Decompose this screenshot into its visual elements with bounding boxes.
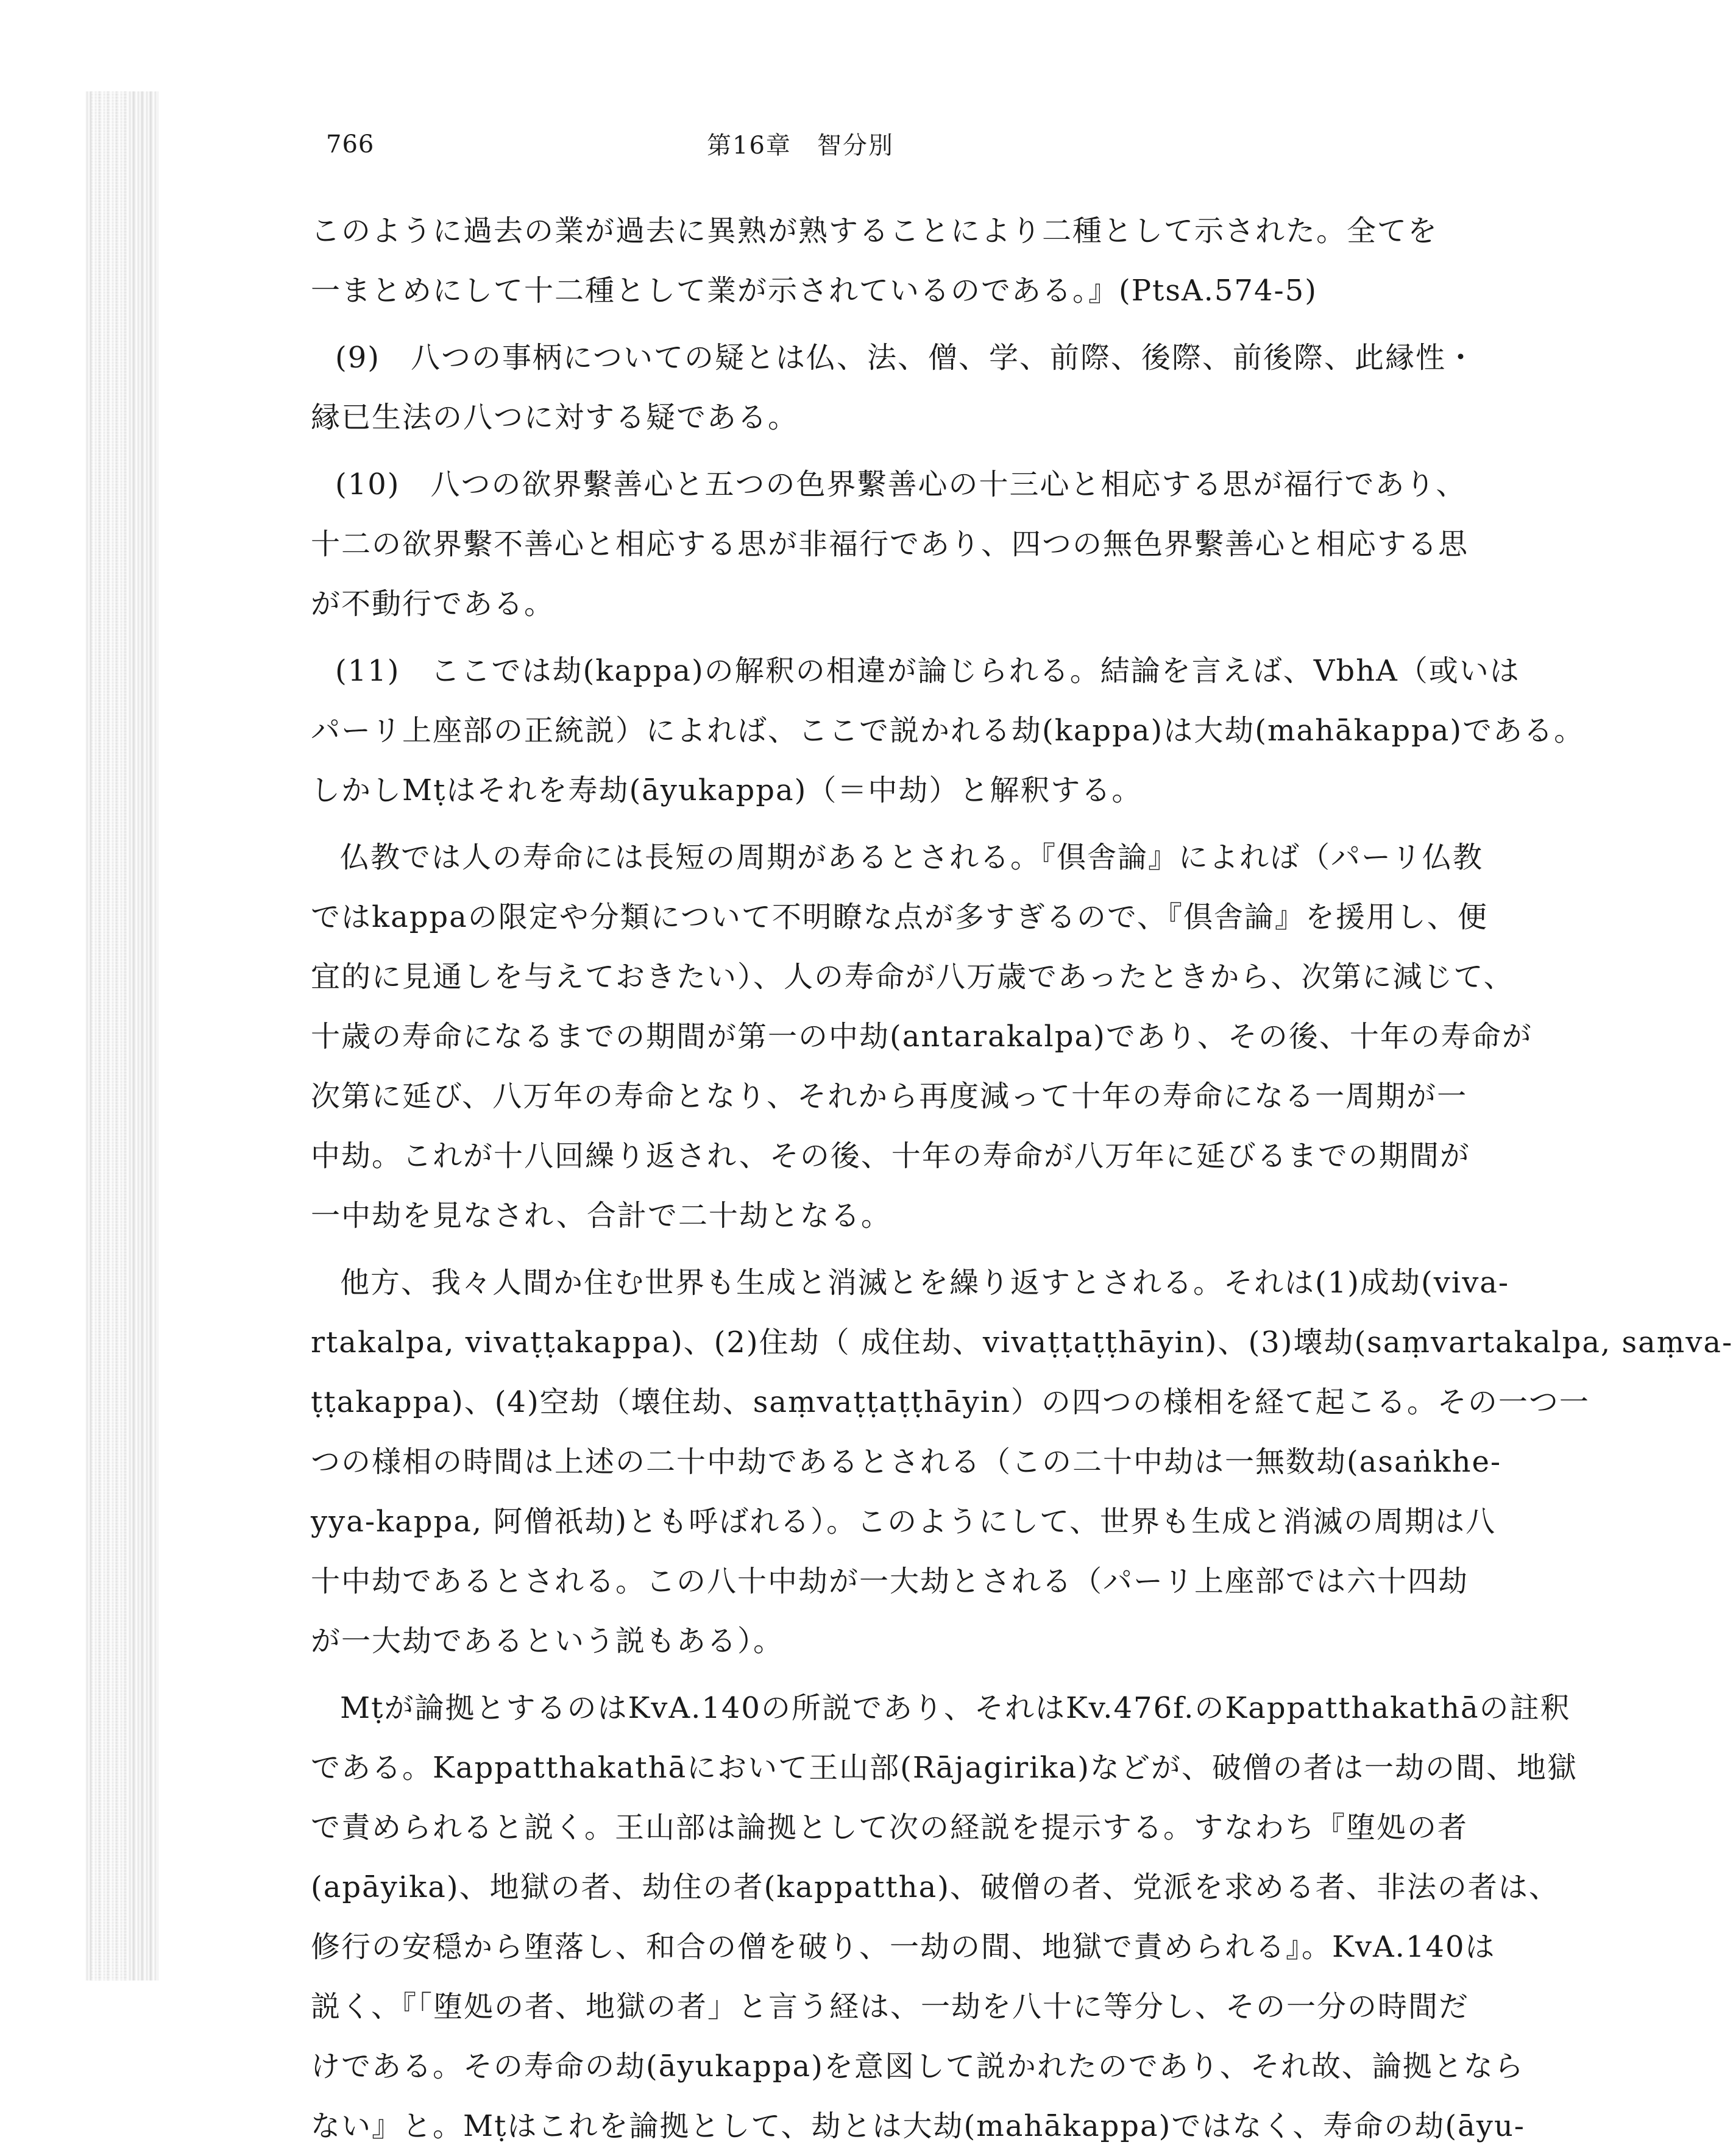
text-line: 縁已生法の八つに対する疑である。 xyxy=(311,400,799,434)
text-line: ない』と。Mṭはこれを論拠として、劫とは大劫(mahākappa)ではなく、寿命の劫(āyu- xyxy=(311,2109,1526,2143)
text-line: つの様相の時間は上述の二十中劫であるとされる（この二十中劫は一無数劫(asaṅkhe- xyxy=(311,1445,1502,1479)
text-line: 一まとめにして十二種として業が示されているのである。』(PtsA.574-5) xyxy=(311,274,1317,308)
text-line: rtakalpa, vivaṭṭakappa)、(2)住劫（ 成住劫、vivaṭṭaṭṭhāyin)、(3)壊劫(saṃvartakalpa, saṃva- xyxy=(311,1325,1733,1360)
text-line: yya-kappa, 阿僧祇劫)とも呼ばれる）。このようにして、世界も生成と消滅の周期は八 xyxy=(311,1505,1497,1539)
text-line: である。Kappatthakathāにおいて王山部(Rājagirika)などが、破僧の者は一劫の間、地獄 xyxy=(311,1751,1578,1785)
text-line: パーリ上座部の正統説）によれば、ここで説かれる劫(kappa)は大劫(mahākappa)である。 xyxy=(311,714,1585,748)
chapter-title: 第16章 智分別 xyxy=(707,132,894,160)
text-line: ṭṭakappa)、(4)空劫（壊住劫、saṃvaṭṭaṭṭhāyin）の四つの様相を経て起こる。その一つ一 xyxy=(311,1385,1590,1419)
text-line: 宜的に見通しを与えておきたい）、人の寿命が八万歳であったときから、次第に減じて、 xyxy=(311,960,1514,994)
text-line: 中劫。これが十八回繰り返され、その後、十年の寿命が八万年に延びるまでの期間が xyxy=(311,1139,1470,1173)
text-line: 十中劫であるとされる。この八十中劫が一大劫とされる（パーリ上座部では六十四劫 xyxy=(311,1564,1469,1598)
note-10-line: (10) 八つの欲界繫善心と五つの色界繫善心の十三心と相応する思が福行であり、 xyxy=(335,467,1467,502)
text-body xyxy=(311,201,1733,2156)
text-line: が不動行である。 xyxy=(311,587,555,621)
text-line: ではkappaの限定や分類について不明瞭な点が多すぎるので、『倶舎論』を援用し、便 xyxy=(311,900,1488,934)
text-line: 十二の欲界繫不善心と相応する思が非福行であり、四つの無色界繫善心と相応する思 xyxy=(311,527,1469,561)
paragraph-start-line: Mṭが論拠とするのはKvA.140の所説であり、それはKv.476f.のKappatthakathāの註釈 xyxy=(340,1691,1571,1725)
text-line: 説く、『「堕処の者、地獄の者」と言う経は、一劫を八十に等分し、その一分の時間だ xyxy=(311,1990,1470,2024)
paragraph-start-line: 他方、我々人間か住む世界も生成と消滅とを繰り返すとされる。それは(1)成劫(viva- xyxy=(340,1266,1510,1300)
text-line: が一大劫であるという説もある）。 xyxy=(311,1624,784,1658)
binding-shadow xyxy=(85,91,158,1980)
text-line: で責められると説く。王山部は論拠として次の経説を提示する。すなわち『堕処の者 xyxy=(311,1810,1469,1845)
text-line: しかしMṭはそれを寿劫(āyukappa)（＝中劫）と解釈する。 xyxy=(311,773,1143,807)
text-line: 十歳の寿命になるまでの期間が第一の中劫(antarakalpa)であり、その後、十年の寿命が xyxy=(311,1019,1533,1054)
note-11-line: (11) ここでは劫(kappa)の解釈の相違が論じられる。結論を言えば、VbhA（或いは xyxy=(335,654,1520,688)
note-9-line: (9) 八つの事柄についての疑とは仏、法、僧、学、前際、後際、前後際、此縁性・ xyxy=(335,341,1477,375)
text-line: 修行の安穏から堕落し、和合の僧を破り、一劫の間、地獄で責められる』。KvA.140は xyxy=(311,1930,1496,1964)
text-line: 次第に延び、八万年の寿命となり、それから再度減って十年の寿命になる一周期が一 xyxy=(311,1079,1468,1113)
text-line: このように過去の業が過去に異熟が熟することにより二種として示された。全てを xyxy=(311,214,1439,248)
text-line: けである。その寿命の劫(āyukappa)を意図して説かれたのであり、それ故、論拠となら xyxy=(311,2049,1525,2083)
text-line: (apāyika)、地獄の者、劫住の者(kappattha)、破僧の者、党派を求める者、非法の者は、 xyxy=(311,1870,1559,1904)
page-number: 766 xyxy=(326,130,375,158)
paragraph-start-line: 仏教では人の寿命には長短の周期があるとされる。『倶舎論』によれば（パーリ仏教 xyxy=(340,840,1484,874)
text-line: 一中劫を見なされ、合計で二十劫となる。 xyxy=(311,1199,891,1233)
